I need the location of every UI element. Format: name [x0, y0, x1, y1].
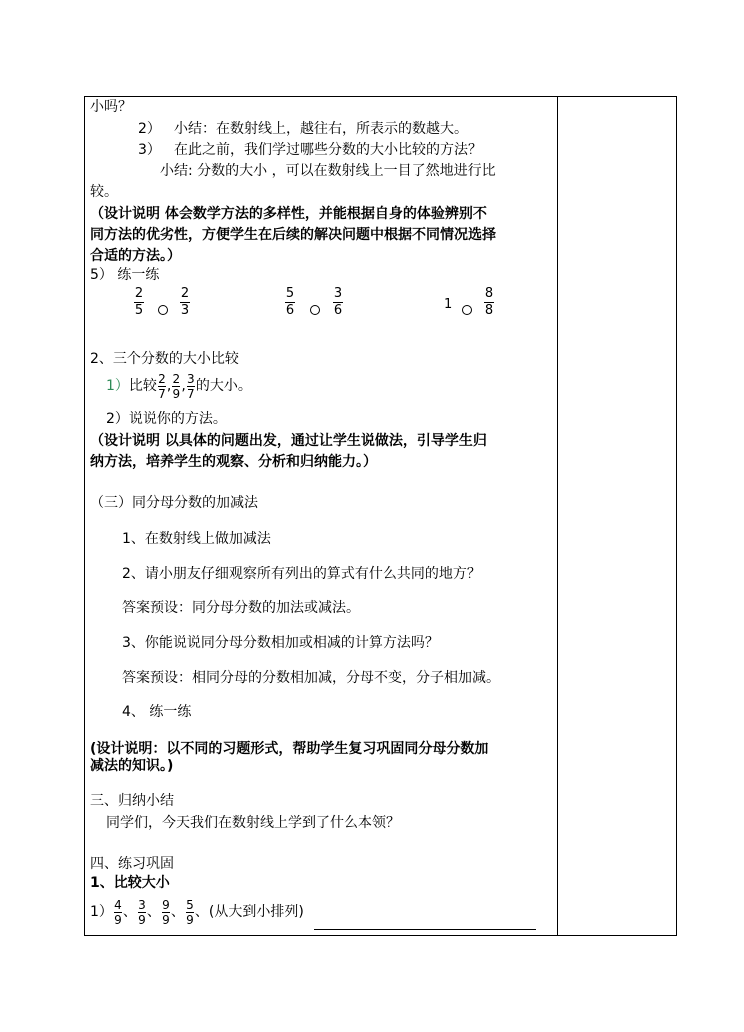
exercise-line: 1） $\frac{4}{9}$ 、 $\frac{3}{9}$ 、 $\frac{9}{9}$ 、 $\frac{5}{9}$ 、(从大到小排列) — [90, 894, 536, 930]
fraction: $\frac{2}{7}$ — [158, 371, 166, 401]
section-title: 三、归纳小结 — [90, 793, 174, 809]
compare-circle — [462, 305, 472, 315]
section-title: （三）同分母分数的加减法 — [90, 495, 258, 511]
list-number: 1） — [106, 378, 129, 394]
design-note: （设计说明 体会数学方法的多样性，并能根据自身的体验辨别不 — [90, 206, 487, 222]
text-line: 同学们，今天我们在数射线上学到了什么本领？ — [106, 815, 400, 831]
fraction: $\frac{3}{7}$ — [187, 371, 195, 401]
design-note: 减法的知识。) — [90, 758, 174, 774]
fraction: 3 6 — [333, 286, 343, 318]
section-title: 2、三个分数的大小比较 — [90, 351, 239, 367]
text-line: 4、 练一练 — [122, 704, 192, 720]
text-line: 1、在数射线上做加减法 — [122, 531, 271, 547]
subsection-title: 1、比较大小 — [90, 875, 170, 891]
design-note: (设计说明：以不同的习题形式，帮助学生复习巩固同分母分数加 — [90, 741, 489, 757]
design-note: 合适的方法。） — [90, 248, 181, 264]
fraction: $\frac{9}{9}$ — [162, 897, 170, 927]
list-number: 2） — [138, 121, 161, 137]
fraction: 2 3 — [180, 286, 190, 318]
fraction: $\frac{5}{9}$ — [186, 897, 194, 927]
answer-blank[interactable] — [314, 915, 536, 930]
design-note: （设计说明 以具体的问题出发，通过让学生说做法，引导学生归 — [90, 433, 487, 449]
text-line: 较。 — [90, 184, 118, 200]
practice-title: 5） 练一练 — [90, 267, 160, 283]
text-line: 小结: 分数的大小 ，可以在数射线上一目了然地进行比 — [160, 163, 496, 179]
fraction: $\frac{3}{9}$ — [138, 897, 146, 927]
answer-line: 答案预设：同分母分数的加法或减法。 — [122, 600, 360, 616]
compare-circle — [158, 305, 168, 315]
fraction: 5 6 — [285, 286, 295, 318]
text-line: 在此之前，我们学过哪些分数的大小比较的方法？ — [174, 142, 482, 158]
section-title: 四、练习巩固 — [90, 856, 174, 872]
text-line: 3、你能说说同分母分数相加或相减的计算方法吗？ — [122, 635, 439, 651]
fraction: 2 5 — [134, 286, 144, 318]
text-line: 小结：在数射线上，越往右，所表示的数越大。 — [174, 121, 468, 137]
text-line: 2）说说你的方法。 — [106, 411, 227, 427]
fraction: $\frac{2}{9}$ — [172, 371, 181, 401]
text-line: 2、请小朋友仔细观察所有列出的算式有什么共同的地方？ — [122, 566, 481, 582]
compare-line: 1）比较 $\frac{2}{7}$ , $\frac{2}{9}$ , $\frac{3}{7}$ 的大小。 — [106, 371, 252, 401]
design-note: 纳方法，培养学生的观察、分析和归纳能力。） — [90, 454, 377, 470]
column-divider — [557, 96, 558, 936]
fraction: $\frac{4}{9}$ — [114, 897, 122, 927]
fraction: 8 8 — [484, 286, 494, 318]
text-line: 小吗？ — [90, 99, 132, 115]
design-note: 同方法的优劣性，方便学生在后续的解决问题中根据不同情况选择 — [90, 227, 496, 243]
list-number: 3） — [138, 142, 161, 158]
whole-number: 1 — [444, 297, 453, 312]
compare-circle — [310, 305, 320, 315]
answer-line: 答案预设：相同分母的分数相加减，分母不变，分子相加减。 — [122, 670, 500, 686]
